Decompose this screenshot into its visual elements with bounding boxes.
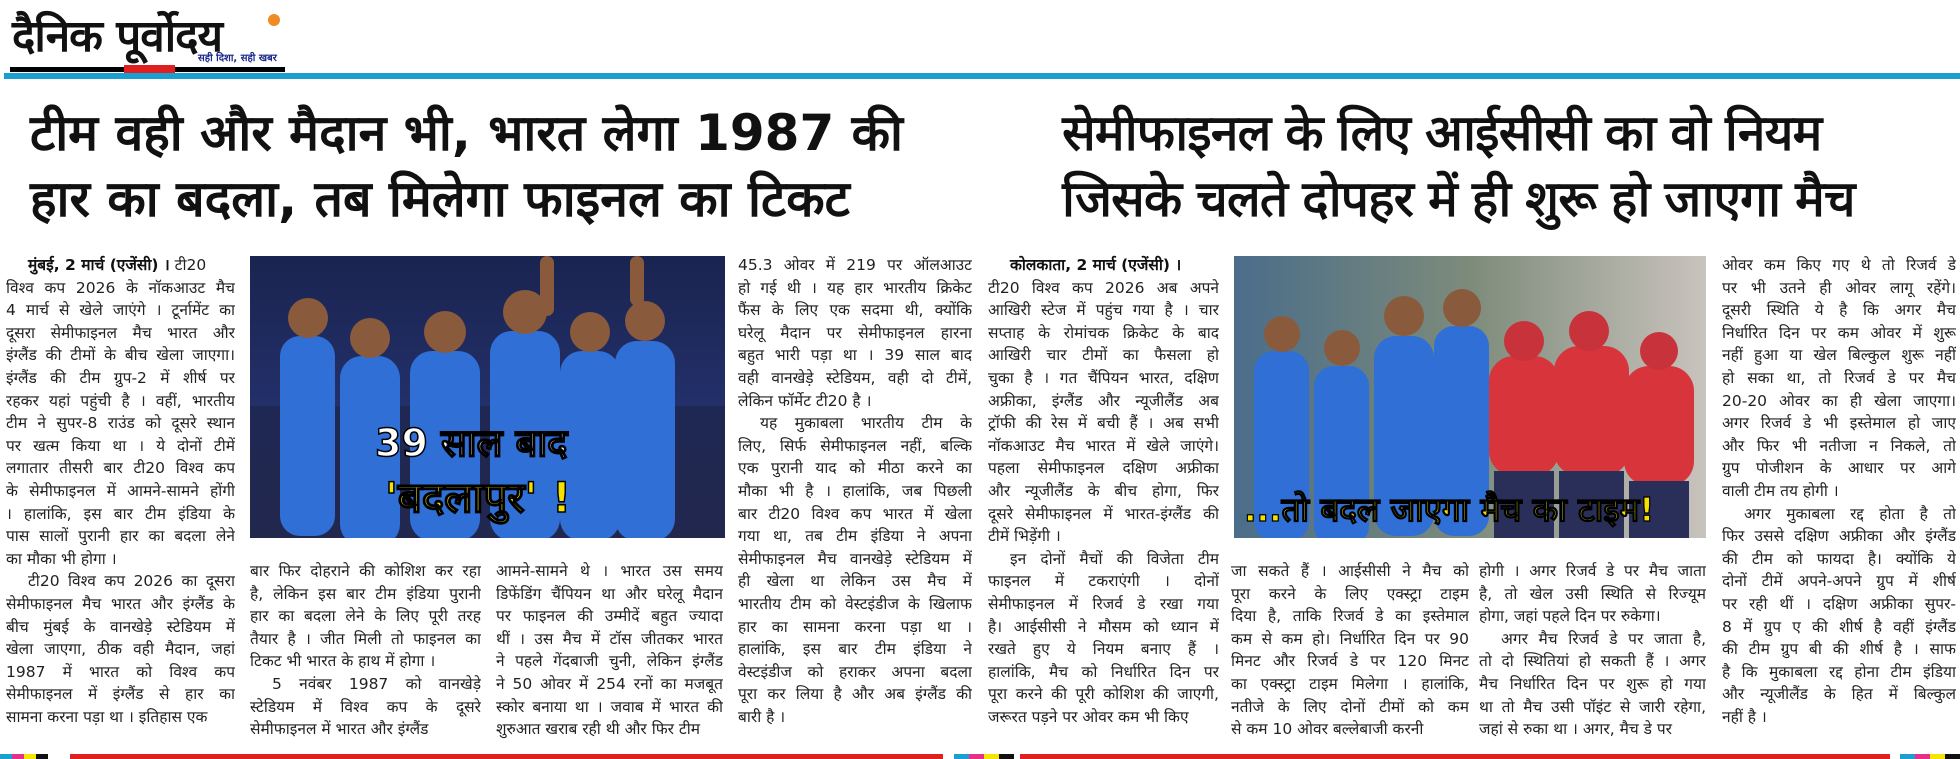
article-1-column-4 <box>738 254 972 728</box>
registration-mark-cyan <box>954 754 969 759</box>
article-text-line: सेमीफाइनल मैच वानखेड़े स्टेडियम में <box>738 549 972 568</box>
article-text-line: ने 50 ओवर में 254 रनों का मजबूत <box>496 674 723 693</box>
article-text-line: वेस्टइंडीज को हराकर अपना बदला <box>738 662 972 681</box>
registration-mark-magenta <box>12 754 24 759</box>
article-text-line: रहकर यहां पहुंची है । वहीं, भारतीय <box>6 391 235 410</box>
article-text-line: सामना करना पड़ा था । इतिहास एक <box>6 707 208 726</box>
article-text-line: टी20 विश्व कप 2026 अब अपने <box>988 278 1219 297</box>
article-text-line: हालांकि, मैच को निर्धारित दिन पर <box>988 662 1219 681</box>
article-text-line: की टीम को फायदा है। क्योंकि ये <box>1722 549 1956 568</box>
article-text-line: कम से कम हो। निर्धारित दिन पर 90 <box>1231 629 1469 648</box>
article-text-line: टिकट भी भारत के हाथ में होगा । <box>250 652 436 671</box>
article-text-line: तो दो स्थितियां हो सकती हैं । अगर <box>1479 652 1706 671</box>
article-text-line: रखते हुए ये नियम बनाए हैं । <box>988 640 1219 659</box>
article-text-line: नहीं है । <box>1722 707 1767 726</box>
article-1-column-3 <box>496 560 723 741</box>
article-text-line: लेकिन फॉर्मेट टी20 है । <box>738 391 872 410</box>
article-text-line: बार फिर दोहराने की कोशिश कर रहा <box>250 562 481 580</box>
logo-dot-icon <box>268 14 280 26</box>
article-text-line: के सेमीफाइनल में आमने-सामने होंगी <box>6 481 235 500</box>
footer-red-rule <box>1020 754 1890 759</box>
article-text-line: दोनों टीमें अपने-अपने ग्रुप में शीर्ष <box>1722 572 1956 591</box>
article-text-line: पूरा करने के लिए एक्स्ट्रा टाइम <box>1231 584 1469 603</box>
article-text-line: इंग्लैंड की टीमों के बीच खेला जाएगा। <box>6 346 235 365</box>
article-1-headline-line-2: हार का बदला, तब मिलेगा फाइनल का टिकट <box>30 170 850 228</box>
registration-mark-magenta <box>969 754 984 759</box>
article-text-line: चुका है । गत चैंपियन भारत, दक्षिण <box>988 368 1219 387</box>
article-text-line: है कि मुकाबला रद्द होना टीम इंडिया <box>1722 662 1956 681</box>
article-text-line <box>988 254 1219 277</box>
article-text-line: आखिरी स्टेज में पहुंच गया है । चार <box>988 301 1219 320</box>
article-2-photo <box>1234 256 1706 538</box>
article-text-line: थीं । उस मैच में टॉस जीतकर भारत <box>496 629 723 648</box>
registration-mark-yellow <box>1930 754 1945 759</box>
article-text-line: लिए, सिर्फ सेमीफाइनल नहीं, बल्कि <box>738 436 972 455</box>
masthead-tagline: सही दिशा, सही खबर <box>198 53 277 64</box>
article-2-column-4 <box>1722 254 1956 728</box>
article-text-line: फैंस के लिए एक सदमा थी, क्योंकि <box>738 301 972 320</box>
registration-mark-black <box>36 754 48 759</box>
article-text-line: वाली टीम तय होगी । <box>1722 481 1839 500</box>
article-text-line: डिफेंडिंग चैंपियन था और घरेलू मैदान <box>496 584 723 603</box>
registration-mark-black <box>1945 754 1960 759</box>
article-text-line: है, तो खेल उसी स्थिति से रिज्यूम <box>1479 584 1706 603</box>
masthead-red-tab <box>124 65 175 73</box>
article-text-line: पूरा करने की पूरी कोशिश की जाएगी, <box>988 685 1219 704</box>
article-text-line: दूसरा सेमीफाइनल मैच भारत और <box>6 323 235 342</box>
article-text-line: अगर मुकाबला रद्द होता है तो <box>1744 504 1956 523</box>
article-2-headline-line-1: सेमीफाइनल के लिए आईसीसी का वो नियम <box>1062 104 1822 162</box>
article-text-line: पर भी उतने ही ओवर लागू रहेंगे। <box>1722 278 1956 297</box>
article-text-line: पास सालों पुरानी हार का बदला लेने <box>6 527 235 546</box>
article-text-line: है, लेकिन इस बार टीम इंडिया पुरानी <box>250 584 481 603</box>
article-text-line: 4 मार्च से खेले जाएंगे । टूर्नामेंट का <box>6 301 235 320</box>
article-text-line: फिर उससे दक्षिण अफ्रीका और इंग्लैंड <box>1722 527 1956 546</box>
article-text-line: हालांकि, इस बार टीम इंडिया ने <box>738 640 972 659</box>
article-text-line: हार का सामना करना पड़ा था । <box>738 617 972 636</box>
article-text-line: भारतीय टीम को वेस्टइंडीज के खिलाफ <box>738 594 972 613</box>
article-text-line: मिनट और रिजर्व डे पर 120 मिनट <box>1231 652 1469 671</box>
article-text-line: पर रही थीं । दक्षिण अफ्रीका सुपर- <box>1722 594 1956 613</box>
article-text-line: दिया है, ताकि रिजर्व डे का इस्तेमाल <box>1231 607 1469 626</box>
article-text-line: सेमीफाइनल में रिजर्व डे रखा गया <box>988 594 1219 613</box>
article-text-line: गया था, तब टीम इंडिया ने अपना <box>738 527 972 546</box>
article-text-line: नतीजे के लिए दोनों टीमों को कम <box>1231 697 1469 716</box>
article-text-line: वही वानखेड़े स्टेडियम, वही दो टीमें, <box>738 368 972 387</box>
article-text-line: खेला जाएगा, ठीक वही मैदान, जहां <box>6 640 235 659</box>
article-text-line: 45.3 ओवर में 219 पर ऑलआउट <box>738 256 972 274</box>
article-text-line: अगर मैच रिजर्व डे पर जाता है, <box>1501 629 1706 648</box>
article-text-line: 8 में ग्रुप ए की शीर्ष है वहीं इंग्लैंड <box>1722 617 1956 636</box>
article-2-column-3 <box>1479 560 1706 741</box>
article-text-line: एक पुरानी याद को मीठा करने का <box>738 459 972 478</box>
article-text-line: आखिरी चार टीमों का फैसला हो <box>988 346 1219 365</box>
article-text-line: का मौका भी होगा । <box>6 549 117 568</box>
article-text-line: मौका भी है । हालांकि, जब पिछली <box>738 481 972 500</box>
article-text-line: सेमीफाइनल में इंग्लैंड से हार का <box>6 685 235 704</box>
footer-red-rule <box>70 754 943 759</box>
article-text-line: टी20 विश्व कप 2026 का दूसरा <box>28 572 235 591</box>
article-text-line: सेमीफाइनल में भारत और इंग्लैंड <box>250 720 429 739</box>
header-divider <box>4 73 1960 79</box>
registration-mark-yellow <box>984 754 999 759</box>
article-text-line: है। आईसीसी ने मौसम को ध्यान में <box>988 617 1219 636</box>
article-text-line: स्कोर बनाया था । जवाब में भारत की <box>496 697 723 716</box>
article-text-line: । हालांकि, इस बार टीम इंडिया के <box>6 504 235 523</box>
article-text-line: अगर रिजर्व डे भी इस्तेमाल हो जाए <box>1722 414 1956 433</box>
registration-mark-cyan <box>0 754 12 759</box>
dateline: मुंबई, 2 मार्च (एजेंसी) । <box>28 256 170 274</box>
article-text-line: पहला सेमीफाइनल दक्षिण अफ्रीका <box>988 459 1219 478</box>
article-text-line: विश्व कप 2026 के नॉकआउट मैच <box>6 278 235 297</box>
article-2-column-1 <box>988 254 1219 728</box>
article-text-line: मैच निर्धारित दिन पर शुरू हो गया <box>1479 674 1706 693</box>
photo-overlay-text-2: 'बदलापुर' ! <box>385 473 572 522</box>
article-text-line: जरूरत पड़ने पर ओवर कम भी किए <box>988 707 1189 726</box>
article-text-line: 1987 में भारत को विश्व कप <box>6 662 235 681</box>
article-text-line: आमने-सामने थे । भारत उस समय <box>496 562 723 580</box>
article-text-line: निर्धारित दिन पर कम ओवर में शुरू <box>1722 323 1956 342</box>
registration-mark-yellow <box>24 754 36 759</box>
article-text-line: 20-20 ओवर का ही खेला जाएगा। <box>1722 391 1956 410</box>
article-1-column-1 <box>6 254 235 728</box>
article-text-line: 5 नवंबर 1987 को वानखेड़े <box>272 674 481 693</box>
article-text-line: स्टेडियम में विश्व कप के दूसरे <box>250 697 481 716</box>
article-text-line: और फिर भी नतीजा न निकले, तो <box>1722 436 1956 455</box>
article-text-line: टीम ने सुपर-8 राउंड को दूसरे स्थान <box>6 414 235 433</box>
registration-mark-magenta <box>1915 754 1930 759</box>
article-text-line <box>6 254 235 277</box>
article-text-line: फाइनल में टकराएंगी । दोनों <box>988 572 1219 591</box>
article-text-line: अफ्रीका, इंग्लैंड और न्यूजीलैंड अब <box>988 391 1219 410</box>
article-text-line: हो गई थी । यह हार भारतीय क्रिकेट <box>738 278 972 297</box>
article-text-line: नहीं हुआ या खेल बिल्कुल शुरू नहीं <box>1722 346 1956 365</box>
article-text-line: जहां से रुका था । अगर, मैच डे पर <box>1479 720 1673 739</box>
article-text-line: बार टी20 विश्व कप भारत में खेला <box>738 504 972 523</box>
article-1-photo <box>250 256 725 538</box>
dateline: कोलकाता, 2 मार्च (एजेंसी) । <box>1010 256 1182 274</box>
article-text-line: यह मुकाबला भारतीय टीम के <box>760 414 972 433</box>
article-text-line: बीच मुंबई के वानखेड़े स्टेडियम में <box>6 617 235 636</box>
article-text-line: हो सका था, तो रिजर्व डे पर मैच <box>1722 368 1956 387</box>
article-text-line: ओवर कम किए गए थे तो रिजर्व डे <box>1722 256 1956 274</box>
article-text-line: इन दोनों मैचों की विजेता टीम <box>1010 549 1219 568</box>
article-text-line: होगी । अगर रिजर्व डे पर मैच जाता <box>1479 562 1706 580</box>
article-text-line: बारी है । <box>738 707 786 726</box>
article-text-line: पर खत्म किया था । ये दोनों टीमें <box>6 436 235 455</box>
article-text-line: दूसरी स्थिति ये है कि अगर मैच <box>1722 301 1956 320</box>
newspaper-logo: दैनिक पूर्वोदय <box>12 11 223 62</box>
article-text-line: ही खेला था लेकिन उस मैच में <box>738 572 972 591</box>
article-text-line: सप्ताह के रोमांचक क्रिकेट के बाद <box>988 323 1219 342</box>
article-text-line: नॉकआउट मैच भारत में खेले जाएंगे। <box>988 436 1219 455</box>
article-text-line: होगा, जहां पहले दिन पर रुकेगा। <box>1479 607 1661 626</box>
article-text-line: पर फाइनल की उम्मीदें बहुत ज्यादा <box>496 607 723 626</box>
article-2-headline-line-2: जिसके चलते दोपहर में ही शुरू हो जाएगा मैच <box>1062 170 1855 228</box>
photo-overlay-text-1: 39 साल बाद <box>375 421 568 465</box>
article-text-line: और न्यूजीलैंड के बीच होगा, फिर <box>988 481 1219 500</box>
article-text-line: ने पहले गेंदबाजी चुनी, लेकिन इंग्लैंड <box>496 652 723 671</box>
article-text-line: जा सकते हैं । आईसीसी ने मैच को <box>1231 562 1469 580</box>
article-text-line: लगातार तीसरी बार टी20 विश्व कप <box>6 459 235 478</box>
article-text-line: था तो मैच उसी पॉइंट से जारी रहेगा, <box>1479 697 1706 716</box>
article-text-line: सेमीफाइनल मैच भारत और इंग्लैंड के <box>6 594 235 613</box>
article-1-headline-line-1: टीम वही और मैदान भी, भारत लेगा 1987 की <box>30 104 904 162</box>
article-text-line: से कम 10 ओवर बल्लेबाजी करनी <box>1231 720 1424 739</box>
article-text-line: टीमें भिड़ेंगी । <box>988 527 1061 546</box>
article-text-line: घरेलू मैदान पर सेमीफाइनल हारना <box>738 323 972 342</box>
article-2-column-2 <box>1231 560 1469 741</box>
article-text-line: ट्रॉफी की रेस में बची हैं । अब सभी <box>988 414 1219 433</box>
article-text-line: दूसरे सेमीफाइनल में भारत-इंग्लैंड की <box>988 504 1219 523</box>
article-text-line: ग्रुप पोजीशन के आधार पर आगे <box>1722 459 1956 478</box>
registration-mark-black <box>999 754 1014 759</box>
article-text-line: पूरा कर लिया है और अब इंग्लैंड की <box>738 685 972 704</box>
registration-mark-cyan <box>1900 754 1915 759</box>
article-text-line: बहुत भारी पड़ा था । 39 साल बाद <box>738 346 972 365</box>
article-text-line: का एक्स्ट्रा टाइम मिलेगा । हालांकि, <box>1231 674 1469 693</box>
article-text-line: शुरुआत खराब रही थी और फिर टीम <box>496 720 701 739</box>
article-text-line: हार का बदला लेने के लिए पूरी तरह <box>250 607 481 626</box>
article-1-column-2 <box>250 560 481 741</box>
article-text-line: इंग्लैंड की टीम ग्रुप-2 में शीर्ष पर <box>6 368 235 387</box>
article-text-line: और न्यूजीलैंड के हित में बिल्कुल <box>1722 685 1956 704</box>
article-text-line: की टीम ग्रुप बी की शीर्ष है । साफ <box>1722 640 1956 659</box>
article-text: टी20 <box>174 256 207 274</box>
article-text-line: तैयार है । जीत मिली तो फाइनल का <box>250 629 481 648</box>
photo-overlay-text: ...तो बदल जाएगा मैच का टाइम! <box>1244 490 1655 529</box>
